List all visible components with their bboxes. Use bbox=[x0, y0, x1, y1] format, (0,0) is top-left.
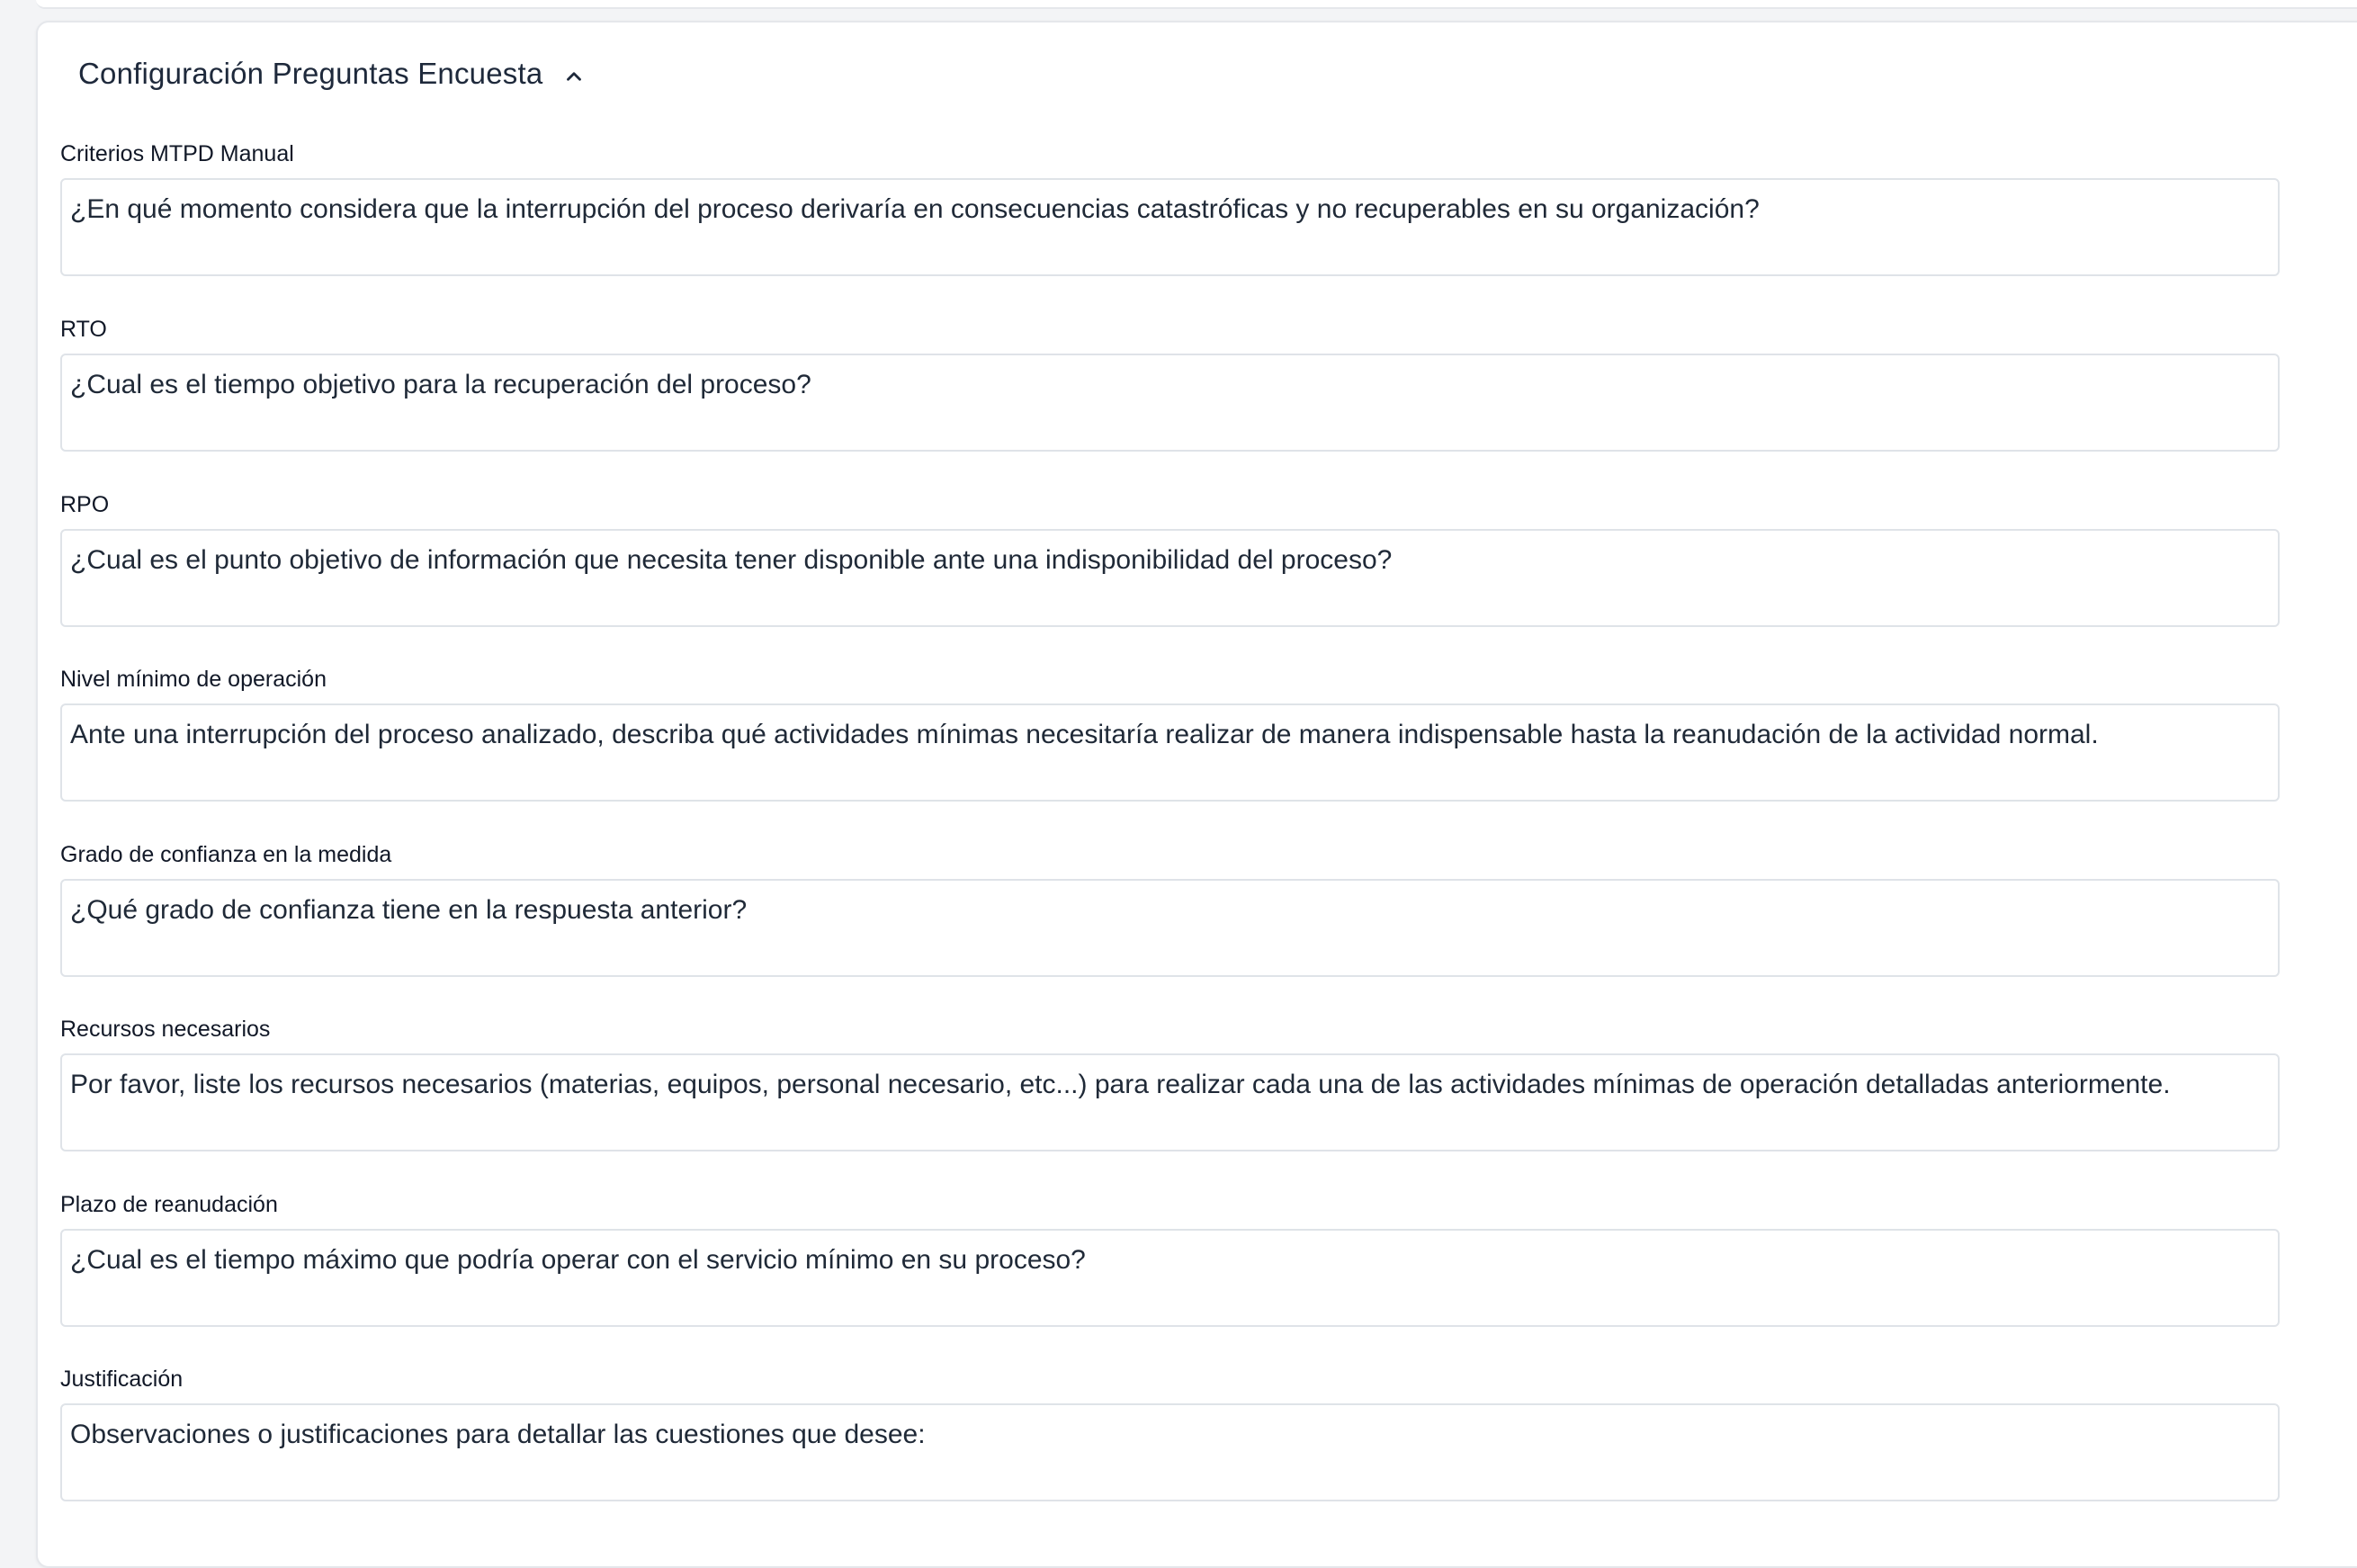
plazo-reanudacion-textarea[interactable] bbox=[60, 1229, 2280, 1327]
field-label: RPO bbox=[60, 492, 110, 517]
criterios-mtpd-manual-textarea[interactable] bbox=[60, 178, 2280, 276]
field-label: Criterios MTPD Manual bbox=[60, 141, 294, 166]
field-recursos-necesarios bbox=[60, 1015, 2280, 1156]
field-nivel-minimo-operacion bbox=[60, 665, 2280, 806]
field-justificacion bbox=[60, 1365, 2280, 1506]
justificacion-textarea[interactable] bbox=[60, 1403, 2280, 1501]
field-label: Grado de confianza en la medida bbox=[60, 842, 392, 867]
field-rpo bbox=[60, 490, 2280, 632]
field-label: Plazo de reanudación bbox=[60, 1192, 278, 1217]
chevron-up-icon[interactable] bbox=[562, 65, 586, 88]
rto-textarea[interactable] bbox=[60, 354, 2280, 452]
field-rto bbox=[60, 315, 2280, 456]
field-grado-confianza bbox=[60, 840, 2280, 981]
section-title: Configuración Preguntas Encuesta bbox=[78, 57, 543, 90]
previous-card-edge bbox=[36, 0, 2357, 9]
grado-confianza-textarea[interactable] bbox=[60, 879, 2280, 977]
field-label: Recursos necesarios bbox=[60, 1017, 271, 1042]
field-label: Justificación bbox=[60, 1366, 184, 1392]
section-header-toggle[interactable] bbox=[78, 57, 586, 91]
field-criterios-mtpd-manual bbox=[60, 139, 2280, 281]
field-label: Nivel mínimo de operación bbox=[60, 667, 327, 692]
field-plazo-reanudacion bbox=[60, 1190, 2280, 1331]
field-label: RTO bbox=[60, 317, 107, 342]
recursos-necesarios-textarea[interactable] bbox=[60, 1053, 2280, 1151]
rpo-textarea[interactable] bbox=[60, 529, 2280, 627]
nivel-minimo-operacion-textarea[interactable] bbox=[60, 703, 2280, 802]
